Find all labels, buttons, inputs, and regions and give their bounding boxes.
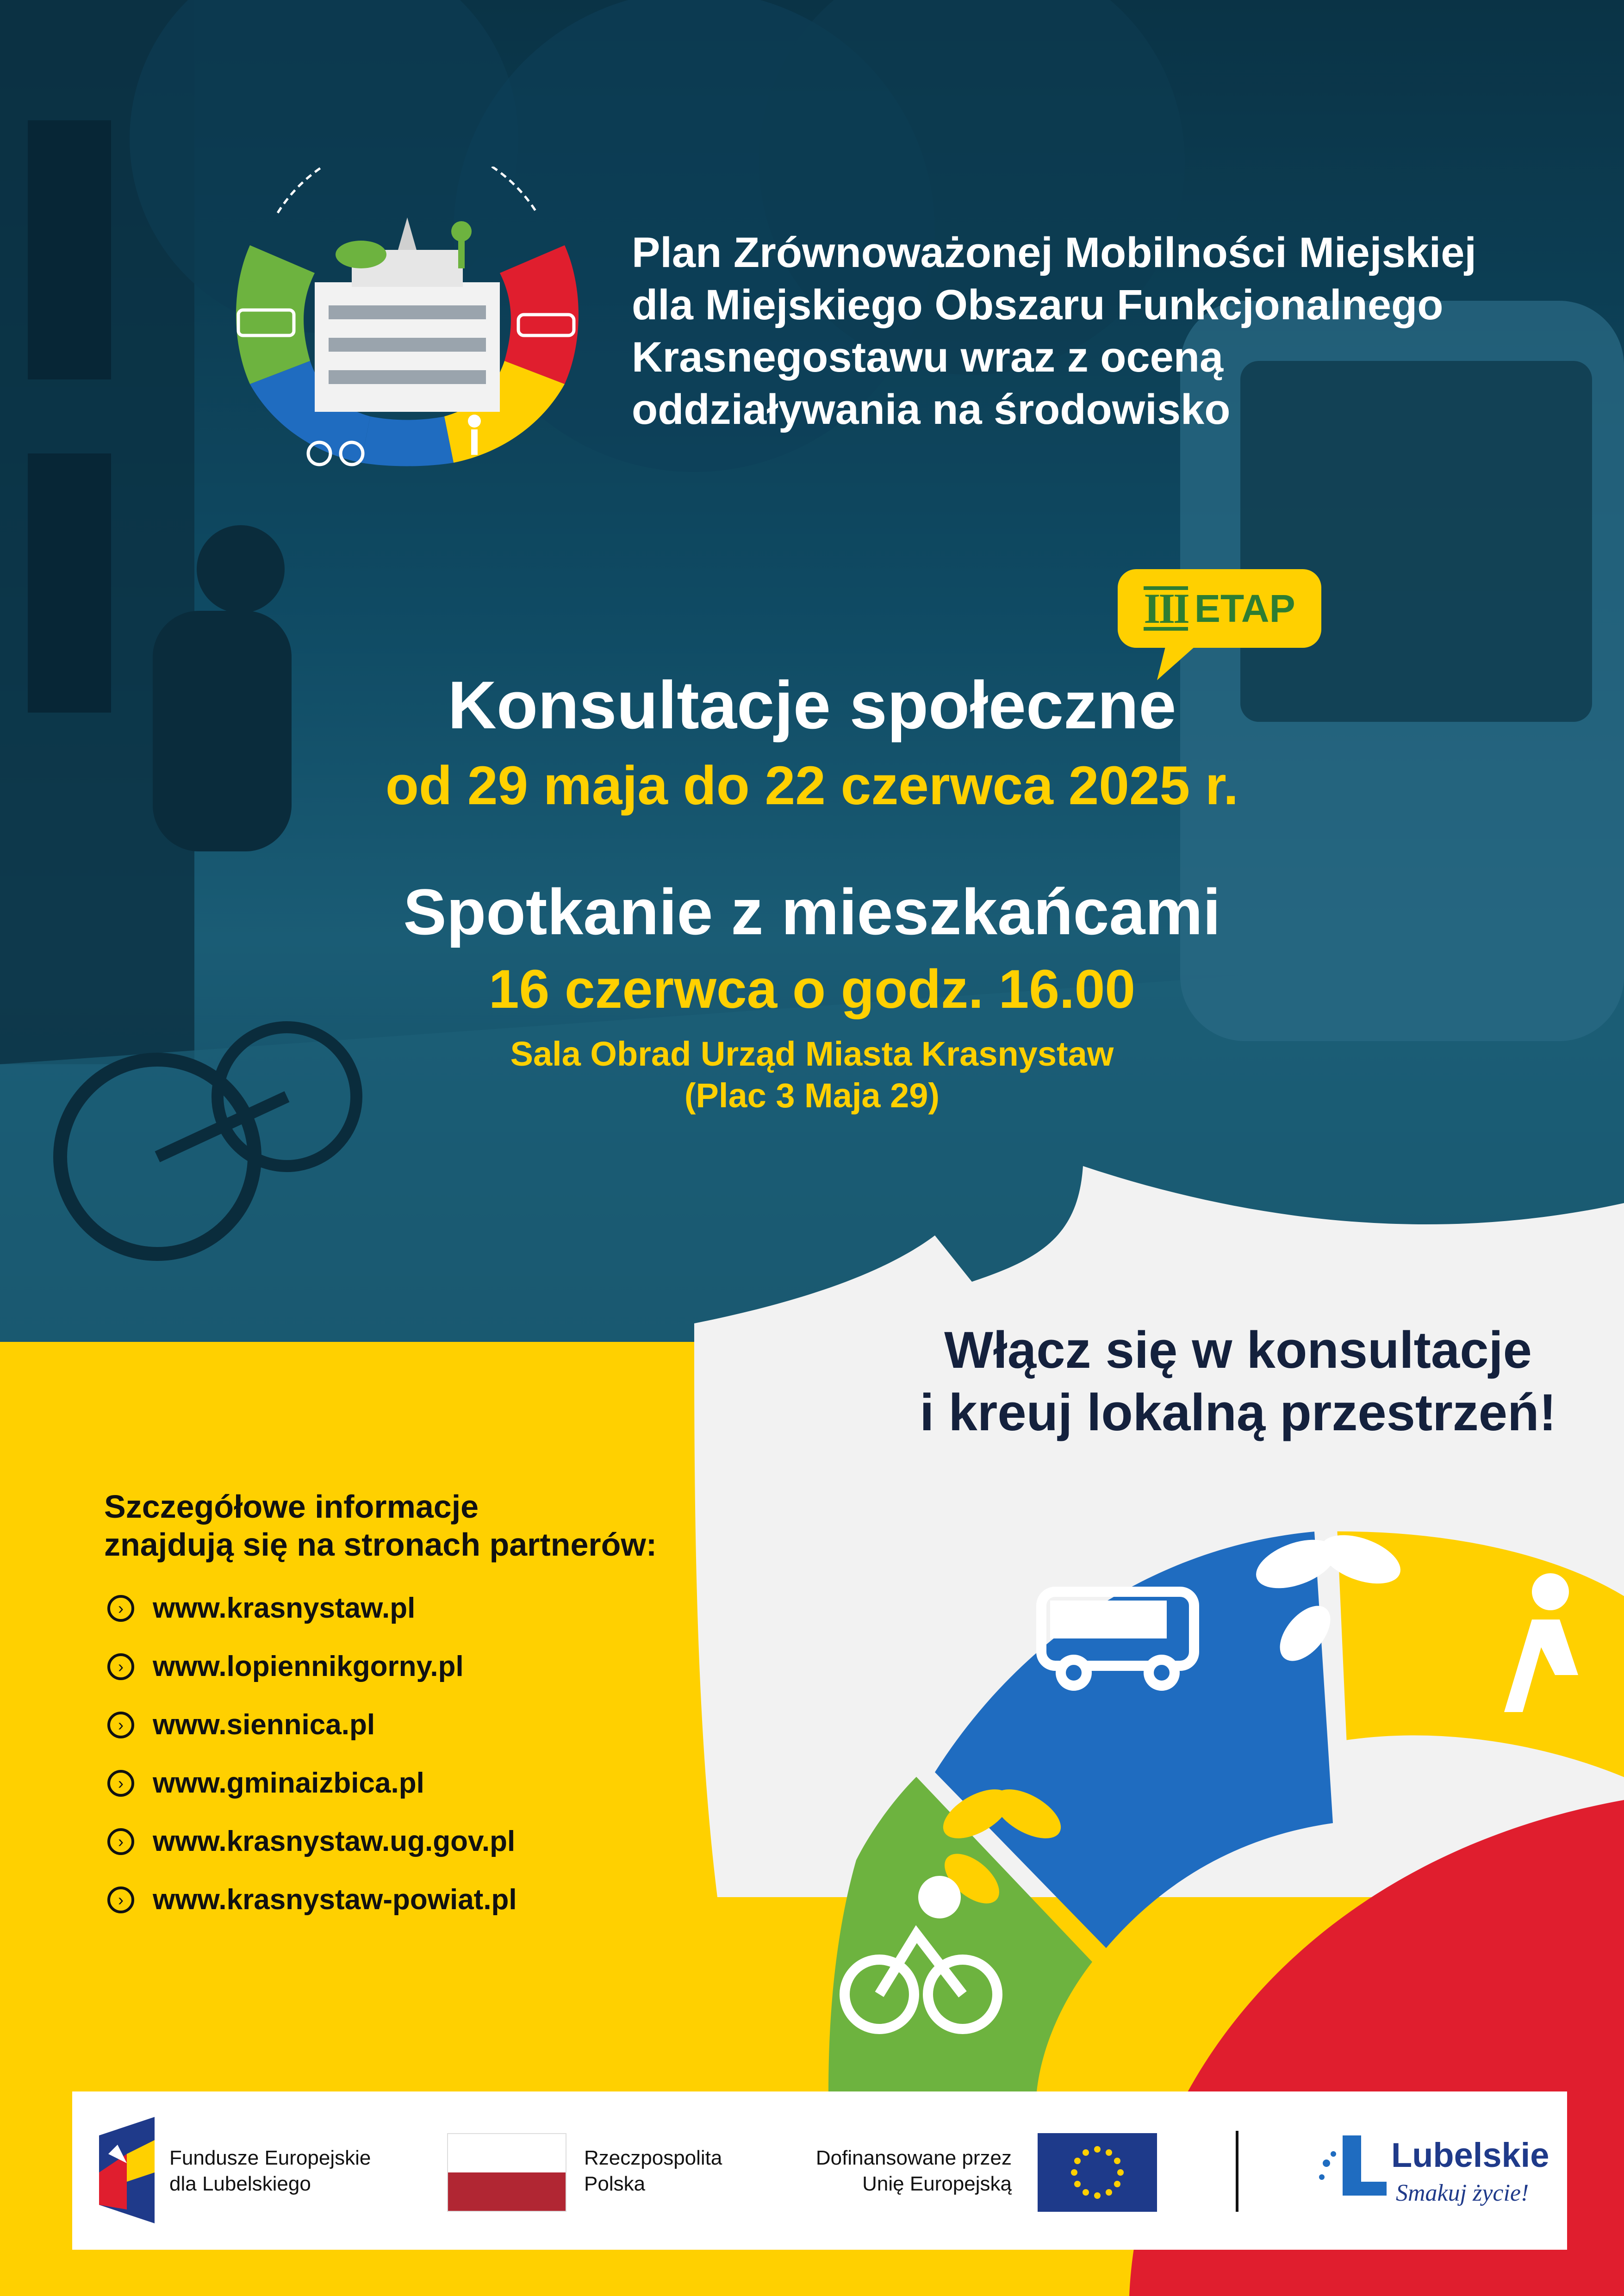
meeting-datetime: 16 czerwca o godz. 16.00 [489, 959, 1135, 1020]
rp-label-line: Polska [584, 2172, 646, 2195]
chevron-right-icon: › [107, 1770, 134, 1797]
plan-title-line: Plan Zrównoważonej Mobilności Miejskiej [632, 229, 1476, 276]
smmm-logo [222, 167, 592, 509]
chevron-right-icon: › [107, 1828, 134, 1855]
mobility-arc-graphic [828, 1481, 1624, 2091]
lubelskie-slogan: Smakuj życie! [1396, 2180, 1529, 2206]
chevron-right-icon: › [107, 1886, 134, 1913]
partner-link[interactable] [107, 1883, 517, 1916]
stage-badge [1118, 569, 1321, 648]
partner-link[interactable] [107, 1767, 517, 1800]
plan-title-line: dla Miejskiego Obszaru Funkcjonalnego [632, 281, 1444, 329]
stage-badge-label: ETAP [1194, 586, 1295, 630]
leaf-icon [336, 241, 386, 268]
partner-link[interactable] [107, 1708, 517, 1741]
fe-logo-icon [99, 2117, 155, 2223]
chevron-right-icon: › [107, 1595, 134, 1622]
info-heading [104, 1488, 657, 1564]
partner-link-text[interactable]: www.krasnystaw-powiat.pl [153, 1884, 517, 1916]
lubelskie-logo-icon [1317, 2135, 1387, 2205]
partner-link-text[interactable]: www.siennica.pl [153, 1709, 375, 1741]
footer-logos-bar [72, 2091, 1567, 2250]
partner-link-text[interactable]: www.krasnystaw.pl [153, 1592, 416, 1624]
meeting-heading: Spotkanie z mieszkańcami [403, 875, 1221, 948]
partner-link[interactable] [107, 1825, 517, 1858]
partner-link[interactable] [107, 1650, 517, 1683]
cta-line: i kreuj lokalną przestrzeń! [920, 1384, 1556, 1441]
partner-link[interactable] [107, 1592, 517, 1625]
plan-title-line: Krasnegostawu wraz z oceną [632, 334, 1224, 381]
call-to-action [787, 1319, 1624, 1444]
fe-label-line: dla Lubelskiego [169, 2172, 311, 2195]
meeting-address: (Plac 3 Maja 29) [684, 1076, 940, 1115]
rp-label [584, 2145, 722, 2197]
cta-line: Włącz się w konsultacje [944, 1321, 1532, 1379]
plan-title-line: oddziaływania na środowisko [632, 386, 1231, 433]
chevron-right-icon: › [107, 1712, 134, 1738]
stage-badge-roman: III [1144, 585, 1188, 632]
ue-label-line: Dofinansowane przez [815, 2147, 1012, 2169]
fe-label [169, 2145, 371, 2197]
eu-flag-icon [1038, 2133, 1157, 2212]
consultation-dates: od 29 maja do 22 czerwca 2025 r. [385, 755, 1239, 816]
partner-links-list [107, 1592, 517, 1916]
meeting-place: Sala Obrad Urząd Miasta Krasnystaw [510, 1035, 1114, 1073]
ue-label-line: Unię Europejską [862, 2172, 1012, 2195]
chevron-right-icon: › [107, 1653, 134, 1680]
rp-label-line: Rzeczpospolita [584, 2147, 722, 2169]
ue-label [766, 2145, 1012, 2197]
polish-flag-icon [447, 2133, 566, 2212]
consultation-heading: Konsultacje społeczne [448, 667, 1176, 743]
lubelskie-name: Lubelskie [1391, 2136, 1549, 2174]
partner-link-text[interactable]: www.lopiennikgorny.pl [153, 1651, 464, 1682]
info-heading-line: znajdują się na stronach partnerów: [104, 1527, 657, 1563]
partner-link-text[interactable]: www.krasnystaw.ug.gov.pl [153, 1825, 516, 1857]
fe-label-line: Fundusze Europejskie [169, 2147, 371, 2169]
partner-link-text[interactable]: www.gminaizbica.pl [153, 1767, 424, 1799]
info-heading-line: Szczegółowe informacje [104, 1489, 479, 1525]
footer-divider [1236, 2131, 1238, 2212]
plan-title [632, 227, 1534, 436]
